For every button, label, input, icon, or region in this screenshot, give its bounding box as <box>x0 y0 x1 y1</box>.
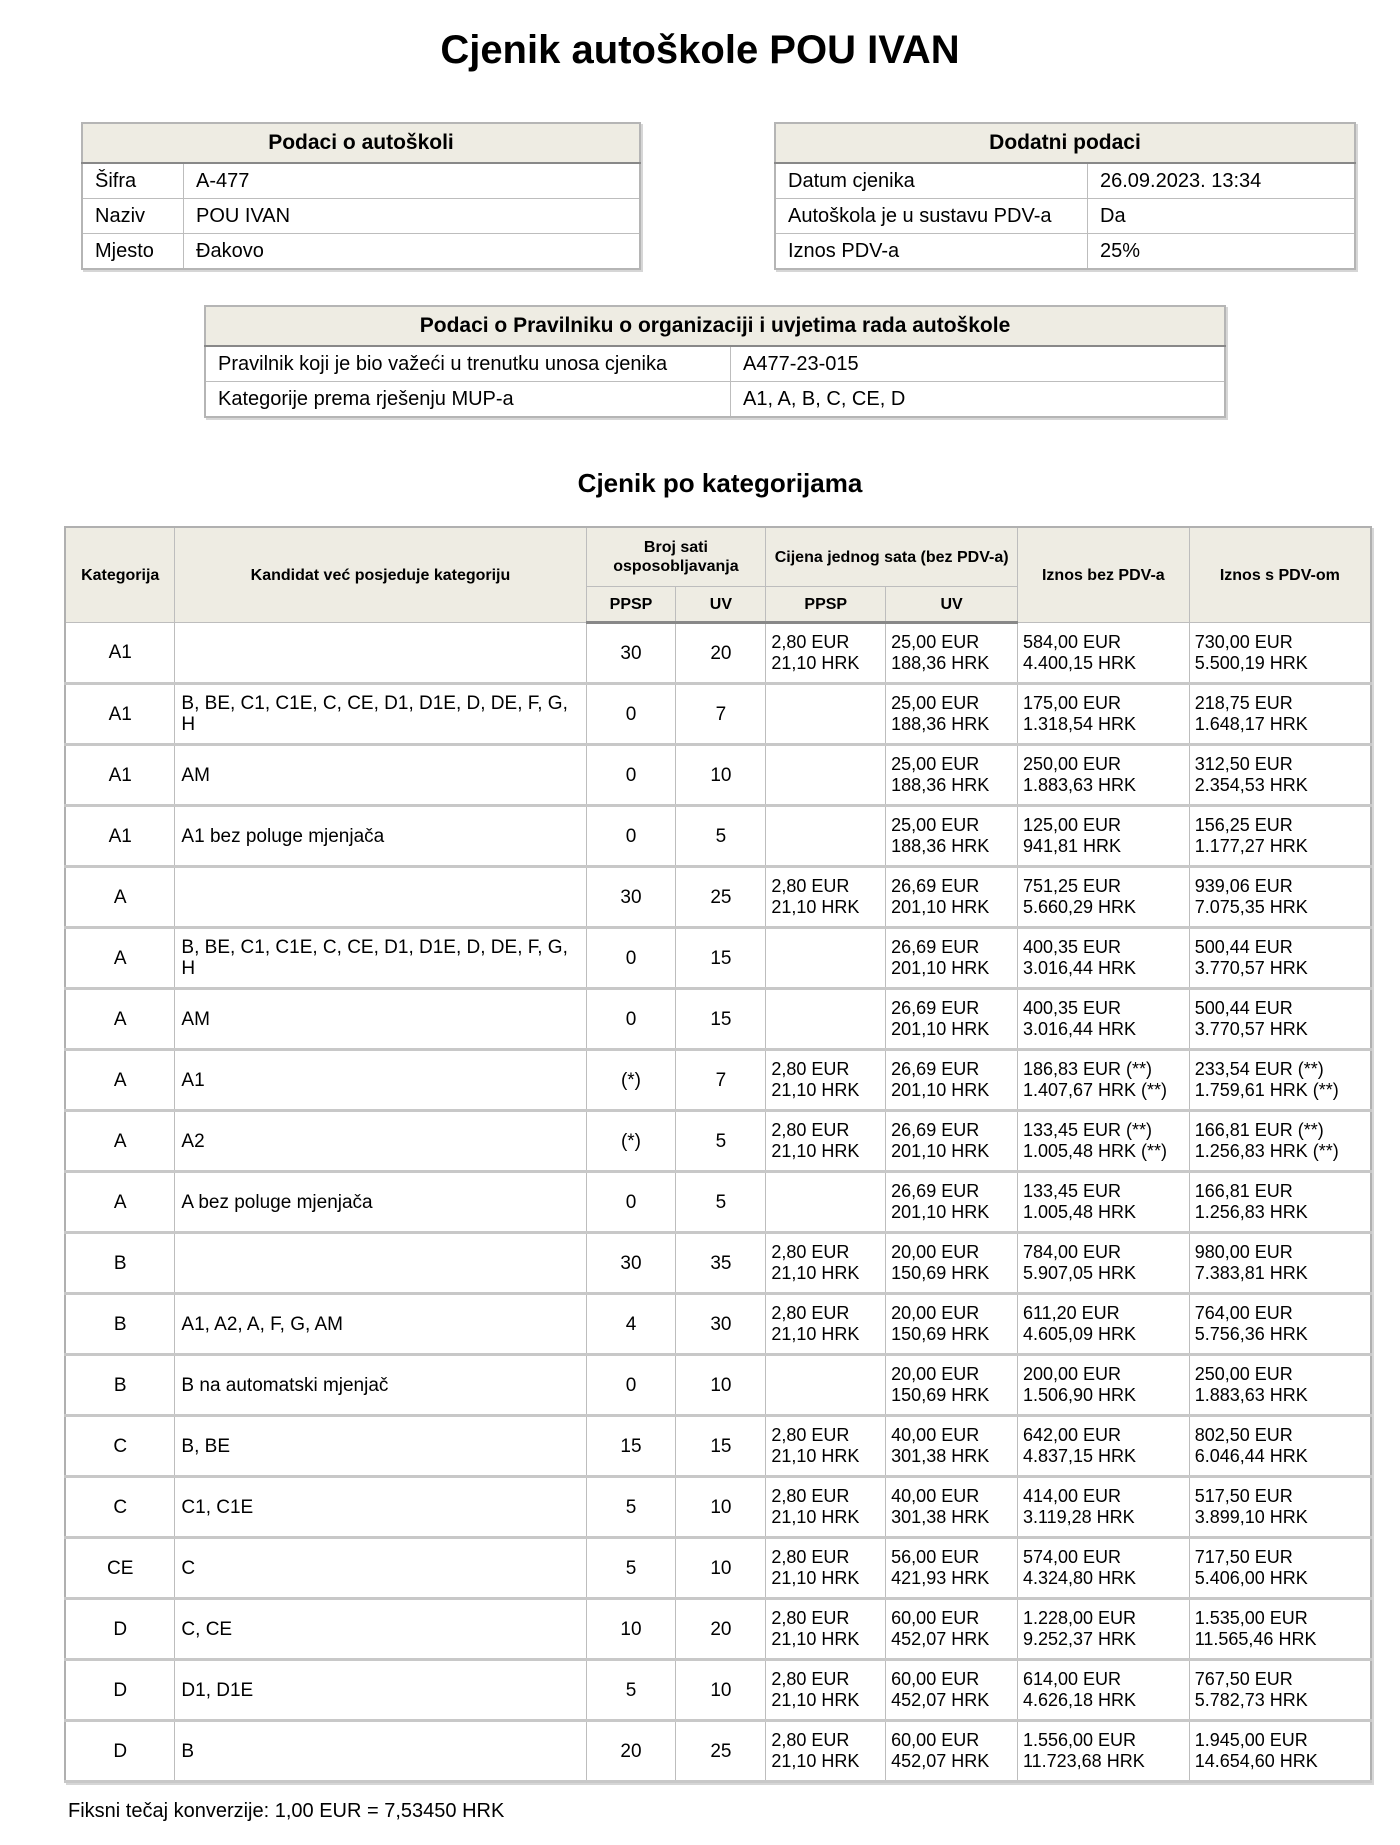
row-hours-uv: 25 <box>676 867 766 928</box>
row-amount-net: 133,45 EUR (**) 1.005,48 HRK (**) <box>1017 1111 1189 1172</box>
row-amount-net: 1.556,00 EUR 11.723,68 HRK <box>1017 1721 1189 1782</box>
row-hours-uv: 25 <box>676 1721 766 1782</box>
row-hours-uv: 10 <box>676 1477 766 1538</box>
row-hours-ppsp: (*) <box>586 1111 676 1172</box>
rules-value: A1, A, B, C, CE, D <box>731 382 1226 418</box>
row-price-uv: 26,69 EUR 201,10 HRK <box>886 867 1018 928</box>
table-row <box>65 928 1371 989</box>
row-has-category <box>175 623 586 684</box>
table-row <box>65 1538 1371 1599</box>
row-price-uv: 60,00 EUR 452,07 HRK <box>886 1599 1018 1660</box>
extra-info-heading: Dodatni podaci <box>775 123 1355 163</box>
row-amount-net: 186,83 EUR (**) 1.407,67 HRK (**) <box>1017 1050 1189 1111</box>
row-has-category: B <box>175 1721 586 1782</box>
row-category: A <box>65 867 175 928</box>
school-value: A-477 <box>184 163 641 199</box>
row-category: CE <box>65 1538 175 1599</box>
header-has-category: Kandidat već posjeduje kategoriju <box>175 527 586 623</box>
row-amount-gross: 156,25 EUR 1.177,27 HRK <box>1189 806 1371 867</box>
row-category: A <box>65 989 175 1050</box>
row-price-ppsp: 2,80 EUR 21,10 HRK <box>766 1233 886 1294</box>
row-has-category: A1 bez poluge mjenjača <box>175 806 586 867</box>
extra-value: 26.09.2023. 13:34 <box>1088 163 1356 199</box>
row-hours-uv: 5 <box>676 1172 766 1233</box>
price-section-title: Cjenik po kategorijama <box>577 468 863 498</box>
row-hours-uv: 20 <box>676 1599 766 1660</box>
row-hours-uv: 30 <box>676 1294 766 1355</box>
row-hours-ppsp: 0 <box>586 1172 676 1233</box>
row-category: D <box>65 1599 175 1660</box>
row-price-uv: 60,00 EUR 452,07 HRK <box>886 1721 1018 1782</box>
row-has-category <box>175 867 586 928</box>
row-price-uv: 20,00 EUR 150,69 HRK <box>886 1233 1018 1294</box>
row-category: D <box>65 1660 175 1721</box>
table-row <box>65 806 1371 867</box>
row-hours-ppsp: 0 <box>586 684 676 745</box>
table-row <box>65 1294 1371 1355</box>
row-hours-uv: 15 <box>676 928 766 989</box>
row-amount-net: 250,00 EUR 1.883,63 HRK <box>1017 745 1189 806</box>
row-category: A1 <box>65 745 175 806</box>
row-price-uv: 25,00 EUR 188,36 HRK <box>886 623 1018 684</box>
table-row <box>65 1233 1371 1294</box>
extra-row-date <box>775 163 1355 199</box>
row-has-category: A bez poluge mjenjača <box>175 1172 586 1233</box>
row-amount-gross: 166,81 EUR 1.256,83 HRK <box>1189 1172 1371 1233</box>
row-has-category: C1, C1E <box>175 1477 586 1538</box>
table-row <box>65 745 1371 806</box>
row-amount-gross: 1.945,00 EUR 14.654,60 HRK <box>1189 1721 1371 1782</box>
school-row-code <box>82 163 640 199</box>
extra-value: Da <box>1088 199 1356 234</box>
row-price-uv: 60,00 EUR 452,07 HRK <box>886 1660 1018 1721</box>
row-has-category: B, BE, C1, C1E, C, CE, D1, D1E, D, DE, F, G, H <box>175 684 586 745</box>
row-has-category: A1 <box>175 1050 586 1111</box>
row-price-ppsp <box>766 928 886 989</box>
row-price-ppsp <box>766 745 886 806</box>
row-price-uv: 56,00 EUR 421,93 HRK <box>886 1538 1018 1599</box>
extra-info-table <box>774 122 1356 270</box>
row-category: C <box>65 1416 175 1477</box>
table-row <box>65 1172 1371 1233</box>
row-category: A1 <box>65 806 175 867</box>
row-price-ppsp: 2,80 EUR 21,10 HRK <box>766 867 886 928</box>
row-hours-uv: 10 <box>676 1355 766 1416</box>
row-price-uv: 26,69 EUR 201,10 HRK <box>886 1172 1018 1233</box>
row-hours-uv: 5 <box>676 806 766 867</box>
extra-row-vat-amount <box>775 234 1355 270</box>
rules-info-table <box>204 305 1226 418</box>
row-hours-ppsp: 30 <box>586 867 676 928</box>
row-price-ppsp <box>766 684 886 745</box>
row-has-category: B na automatski mjenjač <box>175 1355 586 1416</box>
row-hours-uv: 10 <box>676 1538 766 1599</box>
row-amount-net: 1.228,00 EUR 9.252,37 HRK <box>1017 1599 1189 1660</box>
row-amount-net: 574,00 EUR 4.324,80 HRK <box>1017 1538 1189 1599</box>
row-amount-net: 400,35 EUR 3.016,44 HRK <box>1017 989 1189 1050</box>
table-row <box>65 867 1371 928</box>
row-hours-uv: 5 <box>676 1111 766 1172</box>
row-has-category: AM <box>175 745 586 806</box>
row-amount-gross: 312,50 EUR 2.354,53 HRK <box>1189 745 1371 806</box>
row-has-category: A2 <box>175 1111 586 1172</box>
row-hours-ppsp: 0 <box>586 928 676 989</box>
row-category: A1 <box>65 684 175 745</box>
row-amount-gross: 764,00 EUR 5.756,36 HRK <box>1189 1294 1371 1355</box>
row-price-uv: 26,69 EUR 201,10 HRK <box>886 989 1018 1050</box>
row-amount-gross: 500,44 EUR 3.770,57 HRK <box>1189 928 1371 989</box>
school-label: Šifra <box>82 163 184 199</box>
row-amount-gross: 517,50 EUR 3.899,10 HRK <box>1189 1477 1371 1538</box>
row-category: A1 <box>65 623 175 684</box>
row-hours-uv: 20 <box>676 623 766 684</box>
school-label: Mjesto <box>82 234 184 270</box>
page-title: Cjenik autoškole POU IVAN <box>440 28 960 72</box>
row-price-ppsp: 2,80 EUR 21,10 HRK <box>766 1538 886 1599</box>
row-amount-net: 125,00 EUR 941,81 HRK <box>1017 806 1189 867</box>
row-price-ppsp: 2,80 EUR 21,10 HRK <box>766 1294 886 1355</box>
extra-label: Autoškola je u sustavu PDV-a <box>775 199 1088 234</box>
row-price-ppsp <box>766 806 886 867</box>
rules-row-regulation <box>205 346 1225 382</box>
row-hours-uv: 35 <box>676 1233 766 1294</box>
header-net: Iznos bez PDV-a <box>1017 527 1189 623</box>
school-value: Đakovo <box>184 234 641 270</box>
row-amount-net: 584,00 EUR 4.400,15 HRK <box>1017 623 1189 684</box>
row-price-ppsp: 2,80 EUR 21,10 HRK <box>766 1721 886 1782</box>
school-label: Naziv <box>82 199 184 234</box>
row-price-uv: 40,00 EUR 301,38 HRK <box>886 1477 1018 1538</box>
school-row-name <box>82 199 640 234</box>
row-amount-gross: 717,50 EUR 5.406,00 HRK <box>1189 1538 1371 1599</box>
header-hours-uv: UV <box>676 587 766 623</box>
row-price-uv: 25,00 EUR 188,36 HRK <box>886 745 1018 806</box>
row-hours-ppsp: 0 <box>586 745 676 806</box>
row-amount-gross: 939,06 EUR 7.075,35 HRK <box>1189 867 1371 928</box>
row-price-uv: 26,69 EUR 201,10 HRK <box>886 1111 1018 1172</box>
table-row <box>65 989 1371 1050</box>
row-hours-ppsp: 30 <box>586 1233 676 1294</box>
row-amount-net: 200,00 EUR 1.506,90 HRK <box>1017 1355 1189 1416</box>
table-row <box>65 1599 1371 1660</box>
row-price-uv: 25,00 EUR 188,36 HRK <box>886 806 1018 867</box>
row-hours-uv: 7 <box>676 1050 766 1111</box>
table-row <box>65 1111 1371 1172</box>
school-row-place <box>82 234 640 270</box>
extra-label: Datum cjenika <box>775 163 1088 199</box>
conversion-note: Fiksni tečaj konverzije: 1,00 EUR = 7,53450 HRK <box>68 1800 505 1822</box>
row-price-ppsp: 2,80 EUR 21,10 HRK <box>766 1111 886 1172</box>
header-category: Kategorija <box>65 527 175 623</box>
extra-value: 25% <box>1088 234 1356 270</box>
table-row <box>65 1416 1371 1477</box>
row-amount-gross: 218,75 EUR 1.648,17 HRK <box>1189 684 1371 745</box>
row-has-category: AM <box>175 989 586 1050</box>
row-amount-gross: 1.535,00 EUR 11.565,46 HRK <box>1189 1599 1371 1660</box>
row-price-ppsp <box>766 1355 886 1416</box>
row-hours-ppsp: 30 <box>586 623 676 684</box>
row-hours-uv: 15 <box>676 1416 766 1477</box>
row-hours-ppsp: 5 <box>586 1477 676 1538</box>
row-price-uv: 26,69 EUR 201,10 HRK <box>886 928 1018 989</box>
table-row <box>65 684 1371 745</box>
table-row <box>65 1660 1371 1721</box>
row-amount-gross: 730,00 EUR 5.500,19 HRK <box>1189 623 1371 684</box>
row-has-category: C <box>175 1538 586 1599</box>
row-category: B <box>65 1355 175 1416</box>
row-amount-net: 784,00 EUR 5.907,05 HRK <box>1017 1233 1189 1294</box>
row-has-category: D1, D1E <box>175 1660 586 1721</box>
row-price-uv: 26,69 EUR 201,10 HRK <box>886 1050 1018 1111</box>
row-hours-ppsp: 0 <box>586 1355 676 1416</box>
row-amount-net: 611,20 EUR 4.605,09 HRK <box>1017 1294 1189 1355</box>
row-hours-ppsp: 20 <box>586 1721 676 1782</box>
price-table-body <box>65 623 1371 1782</box>
row-hours-uv: 15 <box>676 989 766 1050</box>
extra-row-vat-system <box>775 199 1355 234</box>
row-price-ppsp: 2,80 EUR 21,10 HRK <box>766 1050 886 1111</box>
row-amount-gross: 980,00 EUR 7.383,81 HRK <box>1189 1233 1371 1294</box>
row-hours-ppsp: 5 <box>586 1660 676 1721</box>
table-row <box>65 1050 1371 1111</box>
row-price-ppsp <box>766 1172 886 1233</box>
rules-info-heading: Podaci o Pravilniku o organizaciji i uvjetima rada autoškole <box>205 306 1225 346</box>
school-value: POU IVAN <box>184 199 641 234</box>
row-hours-ppsp: 10 <box>586 1599 676 1660</box>
school-info-heading: Podaci o autoškoli <box>82 123 640 163</box>
row-has-category: C, CE <box>175 1599 586 1660</box>
row-category: B <box>65 1294 175 1355</box>
row-price-ppsp: 2,80 EUR 21,10 HRK <box>766 1477 886 1538</box>
row-category: A <box>65 1172 175 1233</box>
header-gross: Iznos s PDV-om <box>1189 527 1371 623</box>
rules-label: Kategorije prema rješenju MUP-a <box>205 382 731 418</box>
row-price-ppsp: 2,80 EUR 21,10 HRK <box>766 1599 886 1660</box>
row-hours-uv: 7 <box>676 684 766 745</box>
row-amount-gross: 250,00 EUR 1.883,63 HRK <box>1189 1355 1371 1416</box>
row-price-ppsp: 2,80 EUR 21,10 HRK <box>766 1660 886 1721</box>
row-hours-ppsp: 0 <box>586 806 676 867</box>
row-amount-gross: 166,81 EUR (**) 1.256,83 HRK (**) <box>1189 1111 1371 1172</box>
row-category: A <box>65 1050 175 1111</box>
rules-row-categories <box>205 382 1225 418</box>
row-has-category <box>175 1233 586 1294</box>
extra-label: Iznos PDV-a <box>775 234 1088 270</box>
row-price-uv: 20,00 EUR 150,69 HRK <box>886 1355 1018 1416</box>
row-price-ppsp <box>766 989 886 1050</box>
school-info-table <box>81 122 641 270</box>
row-amount-net: 133,45 EUR 1.005,48 HRK <box>1017 1172 1189 1233</box>
row-hours-uv: 10 <box>676 1660 766 1721</box>
row-hours-ppsp: 15 <box>586 1416 676 1477</box>
row-category: A <box>65 1111 175 1172</box>
row-amount-gross: 767,50 EUR 5.782,73 HRK <box>1189 1660 1371 1721</box>
row-price-ppsp: 2,80 EUR 21,10 HRK <box>766 623 886 684</box>
row-hours-ppsp: 0 <box>586 989 676 1050</box>
header-hour-price: Cijena jednog sata (bez PDV-a) <box>766 527 1018 587</box>
row-hours-ppsp: 4 <box>586 1294 676 1355</box>
price-table <box>64 526 1372 1783</box>
row-price-uv: 20,00 EUR 150,69 HRK <box>886 1294 1018 1355</box>
rules-label: Pravilnik koji je bio važeći u trenutku unosa cjenika <box>205 346 731 382</box>
row-amount-net: 400,35 EUR 3.016,44 HRK <box>1017 928 1189 989</box>
table-row <box>65 623 1371 684</box>
row-amount-net: 614,00 EUR 4.626,18 HRK <box>1017 1660 1189 1721</box>
row-hours-uv: 10 <box>676 745 766 806</box>
row-hours-ppsp: (*) <box>586 1050 676 1111</box>
row-amount-gross: 233,54 EUR (**) 1.759,61 HRK (**) <box>1189 1050 1371 1111</box>
row-category: A <box>65 928 175 989</box>
row-has-category: A1, A2, A, F, G, AM <box>175 1294 586 1355</box>
row-amount-gross: 802,50 EUR 6.046,44 HRK <box>1189 1416 1371 1477</box>
rules-value: A477-23-015 <box>731 346 1226 382</box>
row-price-uv: 40,00 EUR 301,38 HRK <box>886 1416 1018 1477</box>
row-category: B <box>65 1233 175 1294</box>
header-price-uv: UV <box>886 587 1018 623</box>
row-amount-net: 414,00 EUR 3.119,28 HRK <box>1017 1477 1189 1538</box>
header-price-ppsp: PPSP <box>766 587 886 623</box>
row-amount-net: 642,00 EUR 4.837,15 HRK <box>1017 1416 1189 1477</box>
table-row <box>65 1355 1371 1416</box>
table-row <box>65 1477 1371 1538</box>
table-row <box>65 1721 1371 1782</box>
row-amount-net: 175,00 EUR 1.318,54 HRK <box>1017 684 1189 745</box>
header-hours-ppsp: PPSP <box>586 587 676 623</box>
row-category: D <box>65 1721 175 1782</box>
row-hours-ppsp: 5 <box>586 1538 676 1599</box>
row-price-uv: 25,00 EUR 188,36 HRK <box>886 684 1018 745</box>
row-has-category: B, BE <box>175 1416 586 1477</box>
row-amount-net: 751,25 EUR 5.660,29 HRK <box>1017 867 1189 928</box>
header-hours: Broj sati osposobljavanja <box>586 527 766 587</box>
row-has-category: B, BE, C1, C1E, C, CE, D1, D1E, D, DE, F, G, H <box>175 928 586 989</box>
row-price-ppsp: 2,80 EUR 21,10 HRK <box>766 1416 886 1477</box>
row-amount-gross: 500,44 EUR 3.770,57 HRK <box>1189 989 1371 1050</box>
row-category: C <box>65 1477 175 1538</box>
